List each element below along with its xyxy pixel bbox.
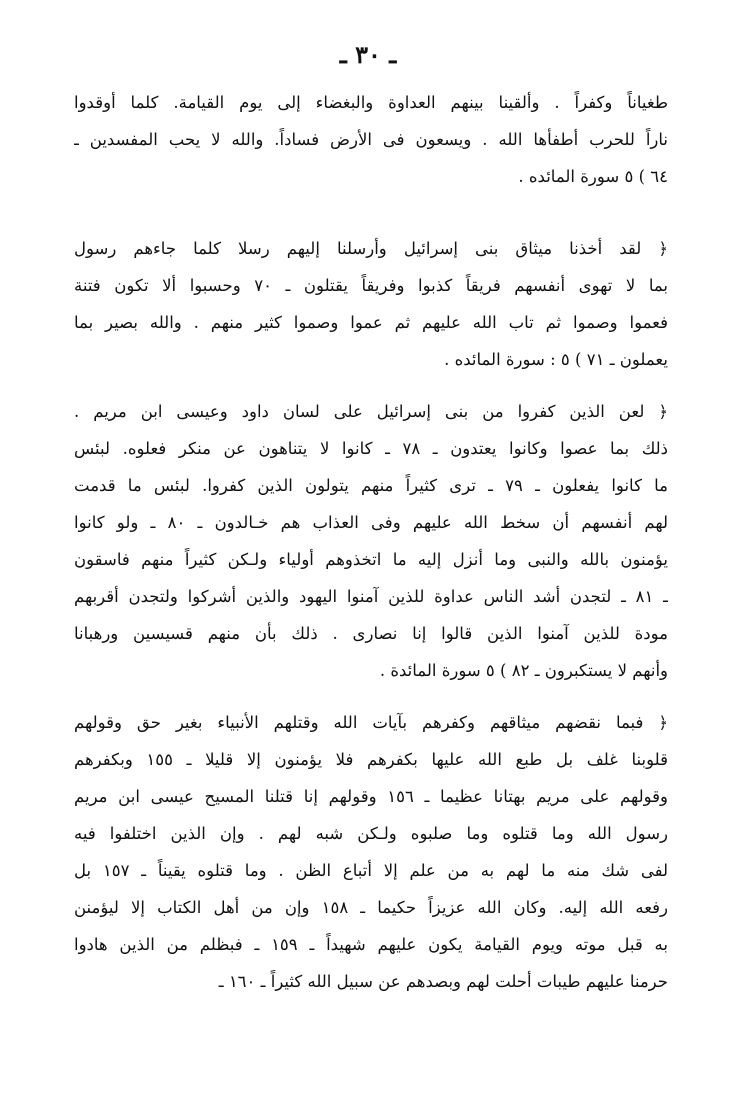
- text-line: رفعه الله إليه. وكان الله عزيزاً حكيما ـ ١٥٨ وإن من أهل الكتاب إلا ليؤمنن: [74, 898, 668, 917]
- text-line: ﴿ لقد أخذنا ميثاق بنى إسرائيل وأرسلنا إليهم رسلا كلما جاءهم رسول: [74, 239, 668, 258]
- paragraph-4: [74, 704, 668, 1000]
- text-line: ﴿ فبما نقضهم ميثاقهم وكفرهم بآيات الله وقتلهم الأنبياء بغير حق وقولهم: [74, 713, 668, 732]
- text-line: قلوبنا غلف بل طبع الله عليها بكفرهم فلا يؤمنون إلا قليلا ـ ١٥٥ وبكفرهم: [74, 750, 668, 769]
- text-line: حرمنا عليهم طيبات أحلت لهم وبصدهم عن سبيل الله كثيراً ـ ١٦٠ ـ: [218, 972, 668, 991]
- text-line: بما لا تهوى أنفسهم فريقاً كذبوا وفريقاً يقتلون ـ ٧٠ وحسبوا ألا تكون فتنة: [74, 276, 668, 295]
- text-line: وقولهم على مريم بهتانا عظيما ـ ١٥٦ وقولهم إنا قتلنا المسيح عيسى ابن مريم: [74, 787, 668, 806]
- paragraph-3: [74, 393, 668, 689]
- text-line: به قبل موته ويوم القيامة يكون عليهم شهيداً ـ ١٥٩ ـ فبظلم من الذين هادوا: [74, 935, 668, 954]
- text-line: مودة للذين آمنوا الذين قالوا إنا نصارى . ذلك بأن منهم قسيسين ورهبانا: [74, 624, 668, 643]
- text-line: ﴿ لعن الذين كفروا من بنى إسرائيل على لسان داود وعيسى ابن مريم .: [74, 402, 668, 421]
- text-line: ـ ٨١ ـ لتجدن أشد الناس عداوة للذين آمنوا اليهود والذين أشركوا ولتجدن أقربهم: [74, 587, 668, 606]
- paragraph-2: [74, 230, 668, 378]
- paragraph-1: [74, 84, 668, 195]
- text-line: رسول الله وما قتلوه وما صلبوه ولـكن شبه لهم . وإن الذين اختلفوا فيه: [74, 824, 668, 843]
- page-number: ـ ٣٠ ـ: [339, 40, 397, 69]
- text-line: يؤمنون بالله والنبى وما أنزل إليه ما اتخذوهم أولياء ولـكن كثيراً منهم فاسقون: [74, 550, 668, 569]
- text-line: يعملون ـ ٧١ ) ٥ : سورة المائده .: [444, 350, 668, 369]
- text-line: ما كانوا يفعلون ـ ٧٩ ـ ترى كثيراً منهم يتولون الذين كفروا. لبئس ما قدمت: [74, 476, 668, 495]
- text-line: طغياناً وكفراً . وألقينا بينهم العداوة والبغضاء إلى يوم القيامة. كلما أوقدوا: [74, 93, 668, 112]
- text-line: وأنهم لا يستكبرون ـ ٨٢ ) ٥ سورة المائدة .: [379, 661, 668, 680]
- text-line: ذلك بما عصوا وكانوا يعتدون ـ ٧٨ ـ كانوا لا يتناهون عن منكر فعلوه. لبئس: [74, 439, 668, 458]
- text-line: لفى شك منه ما لهم به من علم إلا أتباع الظن . وما قتلوه يقيناً ـ ١٥٧ بل: [74, 861, 668, 880]
- text-line: ٦٤ ) ٥ سورة المائده .: [518, 167, 668, 186]
- text-line: ناراً للحرب أطفأها الله . ويسعون فى الأرض فساداً. والله لا يحب المفسدين ـ: [74, 130, 668, 149]
- text-line: لهم أنفسهم أن سخط الله عليهم وفى العذاب هم خـالدون ـ ٨٠ ـ ولو كانوا: [74, 513, 668, 532]
- text-line: فعموا وصموا ثم تاب الله عليهم ثم عموا وصموا كثير منهم . والله بصير بما: [74, 313, 668, 332]
